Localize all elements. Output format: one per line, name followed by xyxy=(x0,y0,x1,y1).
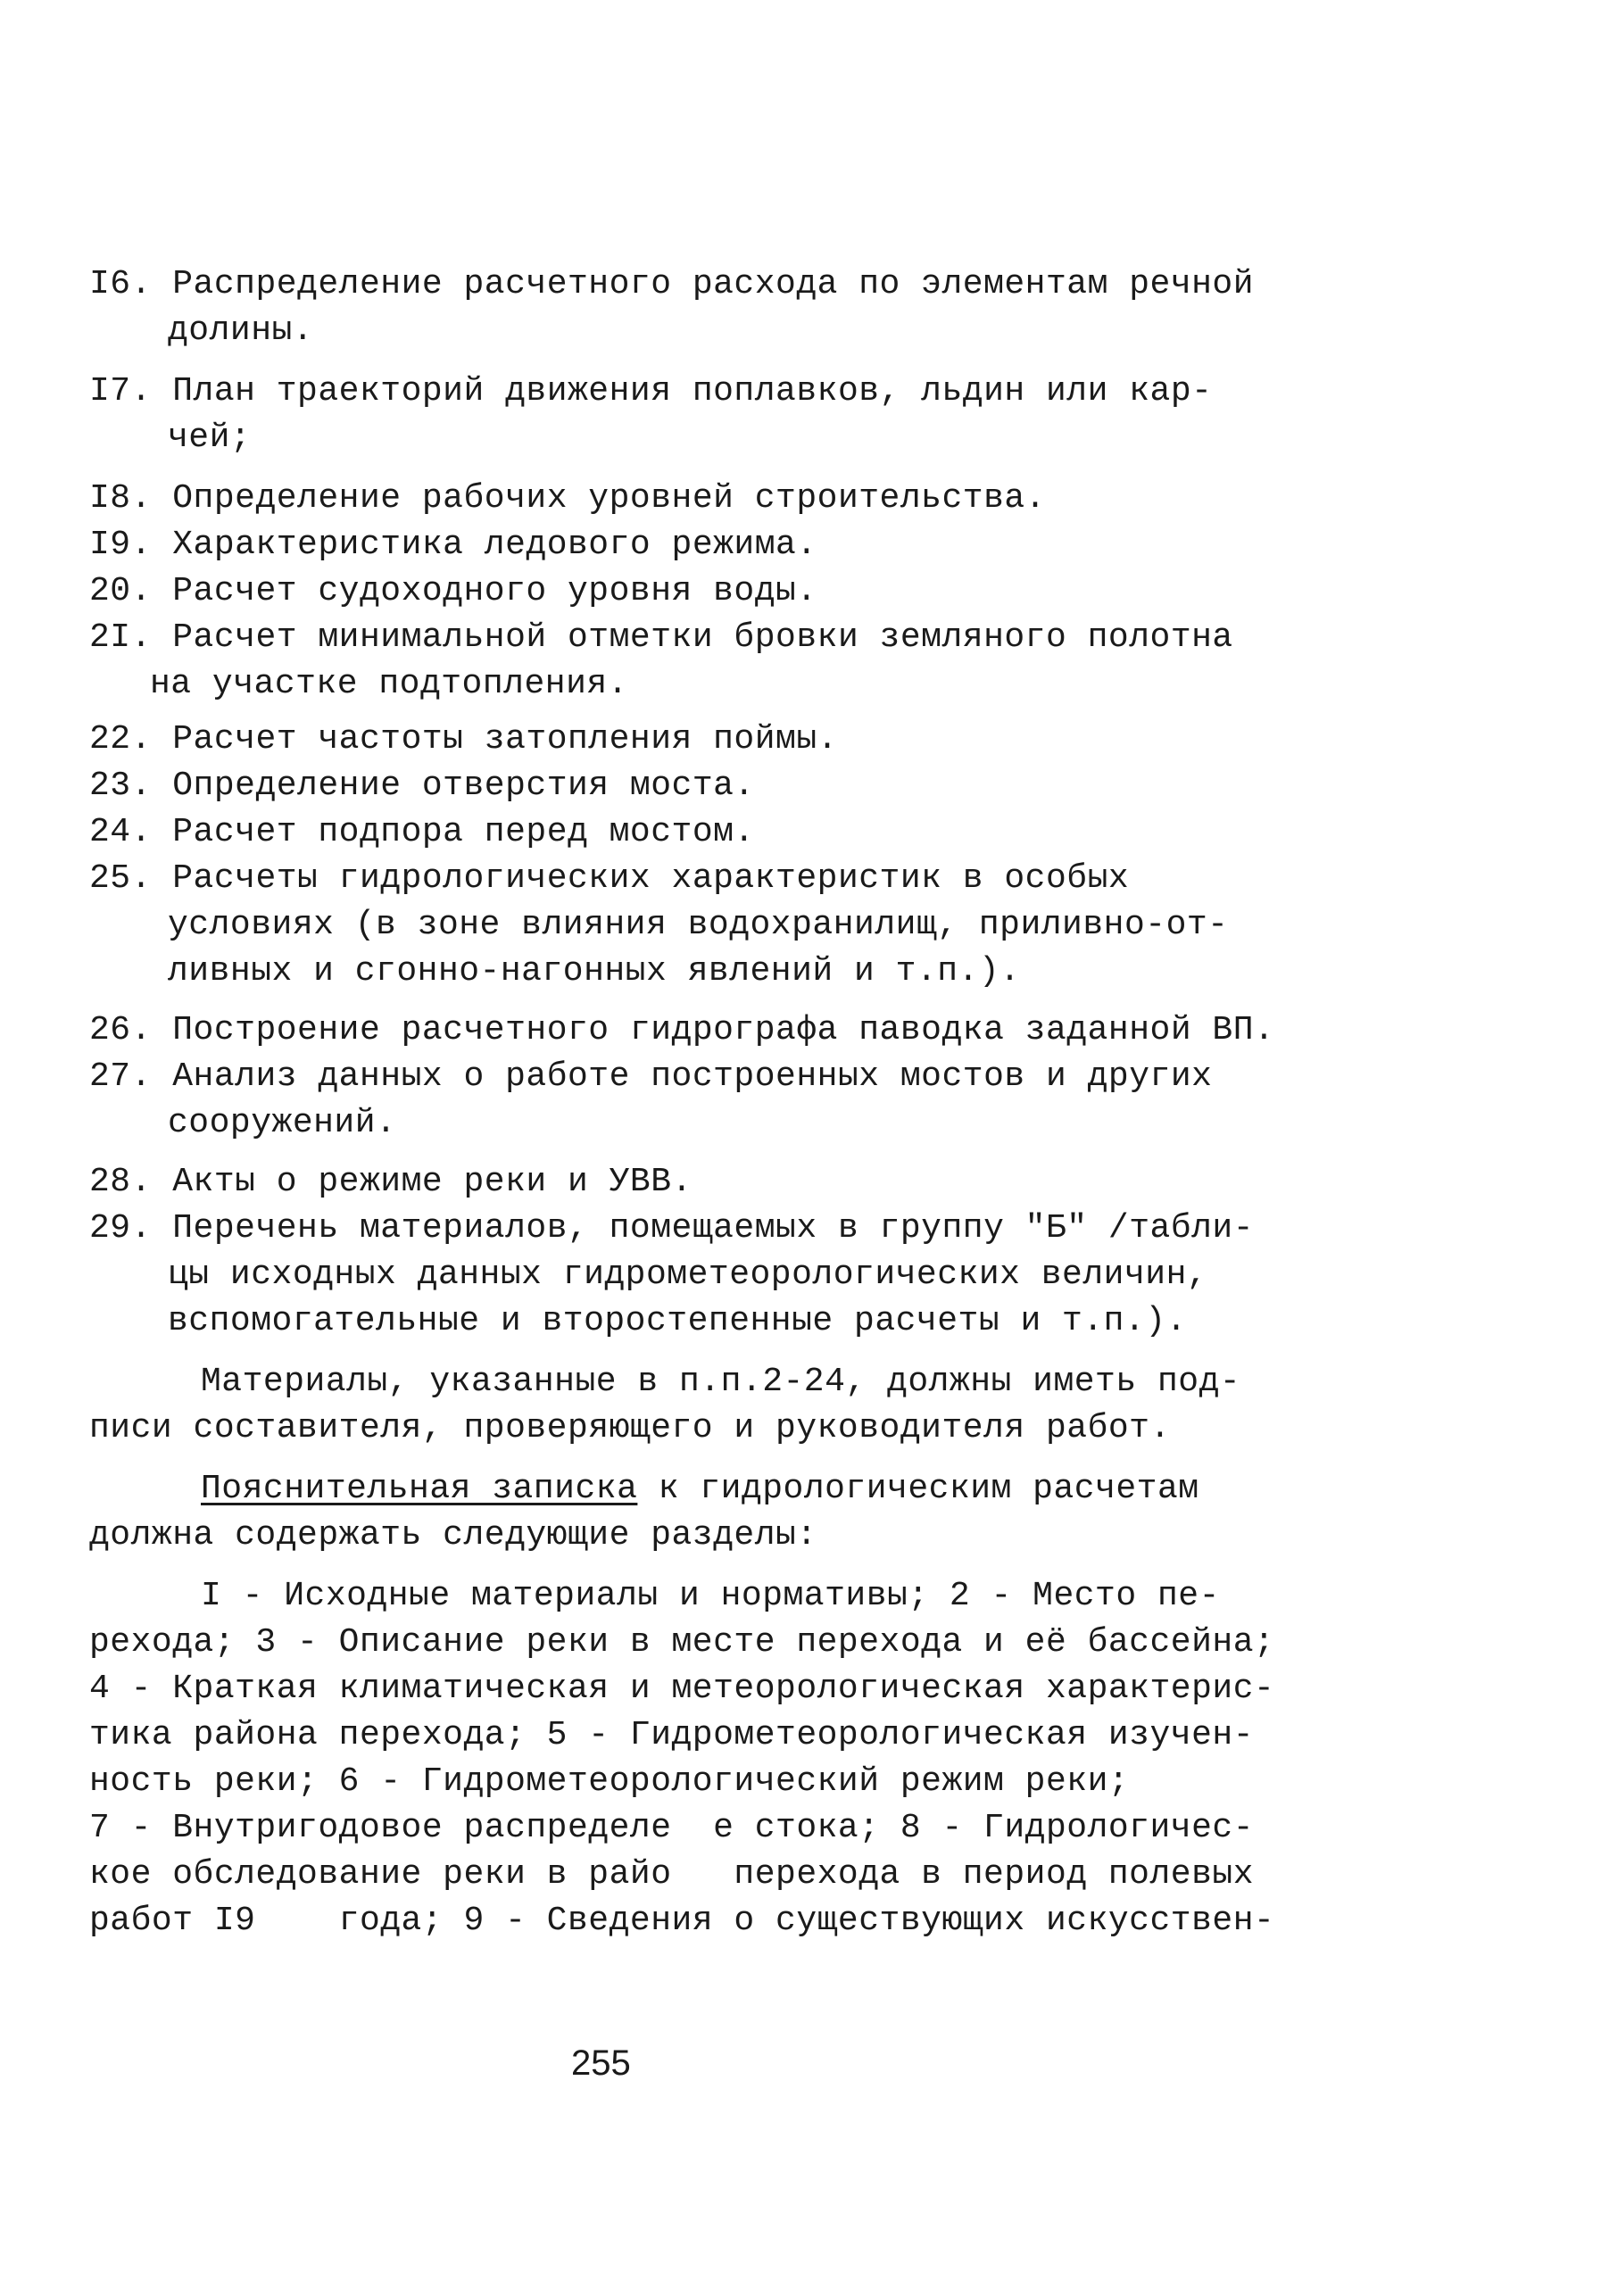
item-number: 29. xyxy=(89,1209,152,1247)
item-number: I6. xyxy=(89,265,152,303)
list-item-16 xyxy=(89,265,1255,303)
paragraph-note-heading xyxy=(201,1472,1199,1506)
item-text: Расчет частоты затопления поймы. xyxy=(172,720,838,758)
paragraph-note-line-2: должна содержать следующие разделы: xyxy=(89,1516,817,1554)
list-item-17-continued: чей; xyxy=(168,419,252,457)
item-text: Перечень материалов, помещаемых в группу "Б" /табли- xyxy=(172,1209,1255,1247)
list-item-27-continued: сооружений. xyxy=(168,1104,397,1142)
sections-line-1: I - Исходные материалы и нормативы; 2 - Место пе- xyxy=(201,1577,1220,1615)
item-text: Определение рабочих уровней строительства. xyxy=(172,479,1046,518)
list-item-29-continued-1: цы исходных данных гидрометеорологических величин, xyxy=(168,1256,1208,1294)
list-item-25 xyxy=(89,859,1130,898)
list-item-29 xyxy=(89,1209,1255,1247)
list-item-23 xyxy=(89,769,755,803)
list-item-21 xyxy=(89,618,1233,657)
item-text: Расчет подпора перед мостом. xyxy=(172,813,755,851)
sections-line-7: кое обследование реки в райо перехода в период полевых xyxy=(89,1855,1255,1894)
page-number: 255 xyxy=(571,2043,631,2083)
item-number: 2I. xyxy=(89,618,152,657)
item-number: 22. xyxy=(89,720,152,758)
item-number: 26. xyxy=(89,1011,152,1049)
list-item-22 xyxy=(89,720,838,758)
item-text: Расчет судоходного уровня воды. xyxy=(172,572,817,610)
sections-line-6: 7 - Внутригодовое распределе е стока; 8 - Гидрологичес- xyxy=(89,1809,1255,1847)
item-number: 24. xyxy=(89,813,152,851)
item-text: Определение отверстия моста. xyxy=(172,767,755,805)
list-item-17 xyxy=(89,372,1213,410)
item-text: Расчет минимальной отметки бровки земляного полотна xyxy=(172,618,1233,657)
item-text: Акты о режиме реки и УВВ. xyxy=(172,1163,693,1201)
list-item-20 xyxy=(89,572,817,610)
list-item-25-continued-1: условиях (в зоне влияния водохранилищ, приливно-от- xyxy=(168,906,1229,944)
item-number: 27. xyxy=(89,1057,152,1096)
item-text: Характеристика ледового режима. xyxy=(172,526,817,564)
sections-line-4: тика района перехода; 5 - Гидрометеорологическая изучен- xyxy=(89,1716,1255,1754)
sections-line-8: работ I9 года; 9 - Сведения о существующих искусствен- xyxy=(89,1902,1275,1940)
list-item-24 xyxy=(89,813,755,851)
item-number: 23. xyxy=(89,767,152,805)
underlined-term: Пояснительная записка xyxy=(201,1470,638,1508)
paragraph-signatures-line-1: Материалы, указанные в п.п.2-24, должны иметь под- xyxy=(201,1363,1241,1401)
list-item-28 xyxy=(89,1165,693,1199)
sections-line-5: ность реки; 6 - Гидрометеорологический режим реки; xyxy=(89,1762,1130,1801)
list-item-21-continued: на участке подтопления. xyxy=(150,665,628,703)
heading-rest: к гидрологическим расчетам xyxy=(637,1470,1199,1508)
item-number: I9. xyxy=(89,526,152,564)
list-item-25-continued-2: ливных и сгонно-нагонных явлений и т.п.). xyxy=(168,952,1021,991)
item-text: Распределение расчетного расхода по элементам речной xyxy=(172,265,1255,303)
item-number: I8. xyxy=(89,479,152,518)
sections-line-2: рехода; 3 - Описание реки в месте перехода и её бассейна; xyxy=(89,1623,1275,1662)
sections-line-3: 4 - Краткая климатическая и метеорологическая характерис- xyxy=(89,1670,1275,1708)
list-item-27 xyxy=(89,1057,1213,1096)
item-text: Построение расчетного гидрографа паводка заданной ВП. xyxy=(172,1011,1275,1049)
paragraph-signatures-line-2: писи составителя, проверяющего и руководителя работ. xyxy=(89,1409,1171,1447)
item-number: 25. xyxy=(89,859,152,898)
item-text: Анализ данных о работе построенных мостов и других xyxy=(172,1057,1213,1096)
list-item-26 xyxy=(89,1011,1275,1049)
item-number: I7. xyxy=(89,372,152,410)
item-text: План траекторий движения поплавков, льдин или кар- xyxy=(172,372,1213,410)
item-text: Расчеты гидрологических характеристик в особых xyxy=(172,859,1130,898)
item-number: 28. xyxy=(89,1163,152,1201)
item-number: 20. xyxy=(89,572,152,610)
list-item-18 xyxy=(89,479,1046,518)
list-item-16-continued: долины. xyxy=(168,311,314,350)
list-item-29-continued-2: вспомогательные и второстепенные расчеты и т.п.). xyxy=(168,1302,1187,1340)
list-item-19 xyxy=(89,528,817,562)
